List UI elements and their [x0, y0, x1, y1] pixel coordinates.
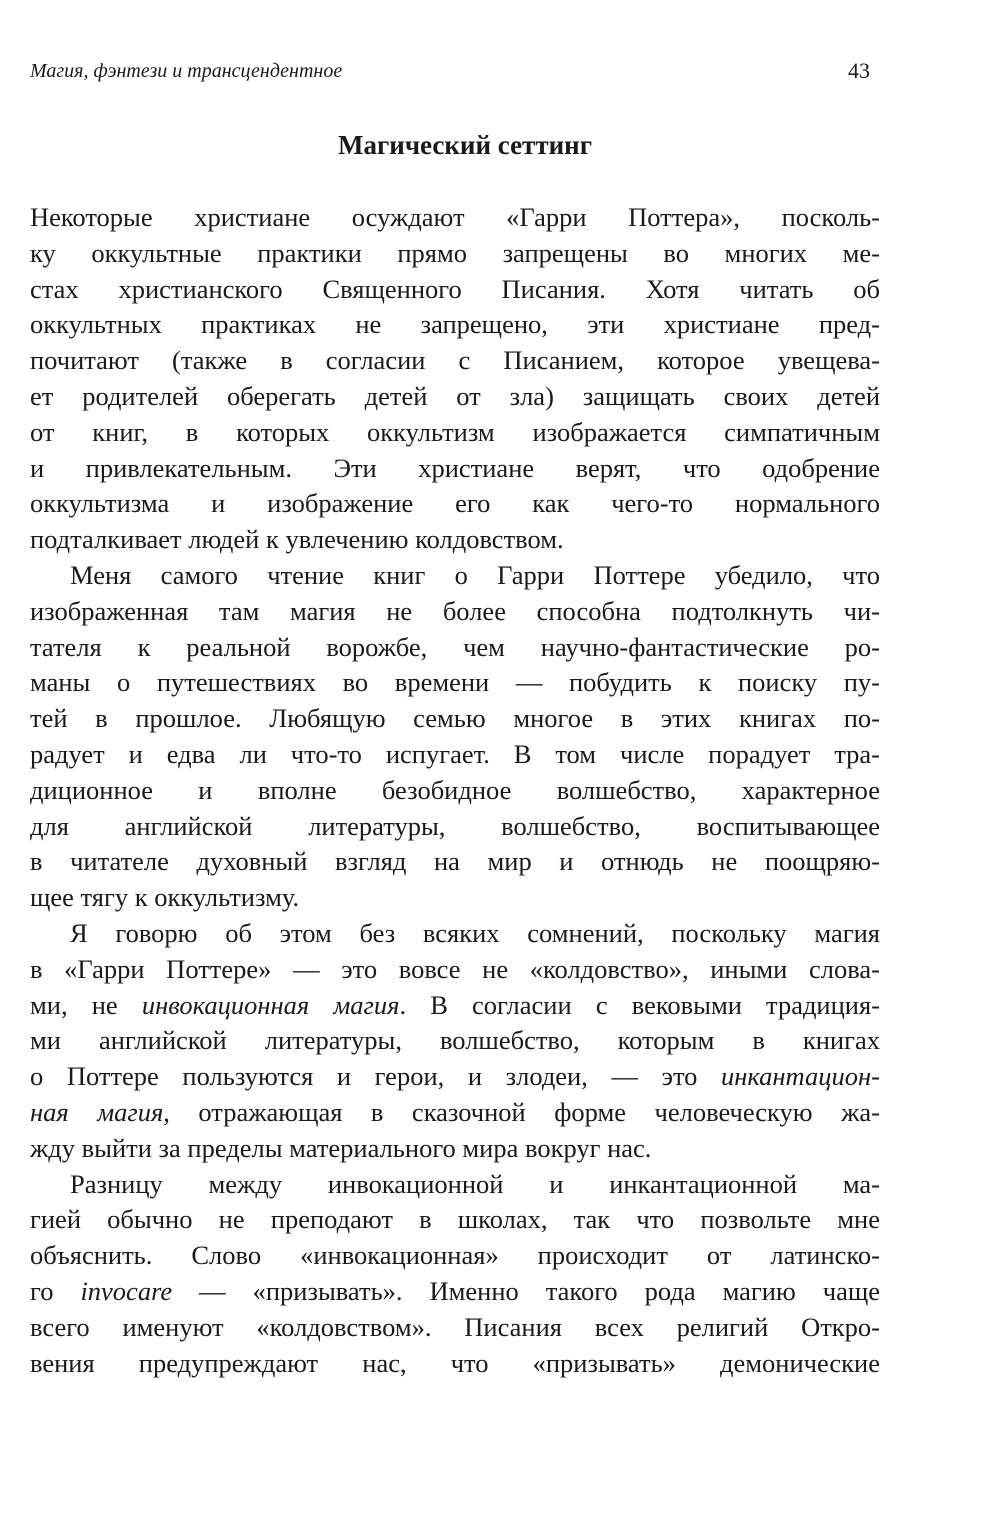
body-text	[30, 200, 880, 1381]
text-line	[30, 630, 880, 666]
text-line	[30, 988, 880, 1024]
text-segment: в «Гарри Поттере» — это вовсе не «колдовство», иными слова-	[30, 953, 880, 984]
text-line	[30, 486, 880, 522]
text-segment: Меня самого чтение книг о Гарри Поттере убедило, что	[70, 559, 880, 590]
italic-term: инвокационная магия	[141, 989, 400, 1020]
paragraph	[30, 916, 880, 1167]
text-line	[30, 1346, 880, 1382]
text-segment: в читателе духовный взгляд на мир и отнюдь не поощряю-	[30, 846, 880, 877]
text-segment: щее тягу к оккультизму.	[30, 882, 300, 913]
text-line	[30, 1167, 880, 1203]
text-line	[30, 343, 880, 379]
text-line	[30, 665, 880, 701]
text-line	[30, 1238, 880, 1274]
text-segment: Некоторые христиане осуждают «Гарри Поттера», посколь-	[30, 202, 880, 232]
paragraph	[30, 1167, 880, 1382]
text-line	[30, 916, 880, 952]
text-line	[30, 701, 880, 737]
text-segment: о Поттере пользуются и герои, и злодеи, — это	[30, 1061, 722, 1092]
text-segment: ми английской литературы, волшебство, которым в книгах	[30, 1025, 880, 1056]
text-line	[30, 880, 880, 916]
text-segment: объяснить. Слово «инвокационная» происходит от латинско-	[30, 1240, 880, 1271]
paragraph	[30, 558, 880, 916]
text-line	[30, 558, 880, 594]
text-segment: вения предупреждают нас, что «призывать» демонические	[30, 1347, 880, 1378]
text-segment: Разницу между инвокационной и инкантационной ма-	[70, 1168, 880, 1199]
text-line	[30, 952, 880, 988]
text-segment: ку оккультные практики прямо запрещены во многих ме-	[30, 237, 880, 268]
text-segment: тателя к реальной ворожбе, чем научно-фантастические ро-	[30, 631, 880, 662]
text-line	[30, 1310, 880, 1346]
text-line	[30, 594, 880, 630]
text-line	[30, 844, 880, 880]
text-segment: жду выйти за пределы материального мира вокруг нас.	[30, 1132, 652, 1163]
text-line	[30, 236, 880, 272]
text-segment: радует и едва ли что-то испугает. В том числе порадует тра-	[30, 738, 880, 769]
text-segment: оккультизма и изображение его как чего-то нормального	[30, 488, 880, 519]
text-line	[30, 737, 880, 773]
text-line	[30, 379, 880, 415]
text-line	[30, 809, 880, 845]
text-line	[30, 773, 880, 809]
text-line	[30, 415, 880, 451]
text-segment: — «призывать». Именно такого рода магию чаще	[172, 1275, 880, 1306]
page-number: 43	[848, 58, 870, 83]
text-line	[30, 200, 880, 236]
text-line	[30, 1274, 880, 1310]
text-segment: Я говорю об этом без всяких сомнений, поскольку магия	[70, 917, 880, 948]
italic-term: invocare	[80, 1275, 173, 1306]
text-segment: от книг, в которых оккультизм изображается симпатичным	[30, 416, 880, 447]
paragraph	[30, 200, 880, 558]
text-line	[30, 1023, 880, 1059]
text-segment: для английской литературы, волшебство, воспитывающее	[30, 810, 880, 841]
text-segment: го	[30, 1275, 81, 1306]
text-line	[30, 1131, 880, 1167]
text-line	[30, 1202, 880, 1238]
text-segment: почитают (также в согласии с Писанием, которое увещева-	[30, 345, 880, 376]
italic-term: ная магия	[30, 1096, 164, 1127]
text-segment: ми, не	[30, 989, 142, 1020]
text-segment: изображенная там магия не более способна подтолкнуть чи-	[30, 595, 880, 626]
text-line	[30, 522, 880, 558]
text-segment: всего именуют «колдовством». Писания всех религий Откро-	[30, 1311, 880, 1342]
text-segment: тей в прошлое. Любящую семью многое в этих книгах по-	[30, 703, 880, 734]
text-segment: маны о путешествиях во времени — побудить к поиску пу-	[30, 667, 880, 698]
text-line	[30, 451, 880, 487]
text-line	[30, 272, 880, 308]
text-segment: , отражающая в сказочной форме человеческую жа-	[163, 1096, 880, 1127]
text-segment: и привлекательным. Эти христиане верят, что одобрение	[30, 452, 880, 483]
italic-term: инкантацион-	[721, 1061, 880, 1092]
running-header: Магия, фэнтези и трансцендентное	[30, 60, 343, 82]
text-line	[30, 1095, 880, 1131]
text-segment: подталкивает людей к увлечению колдовством.	[30, 524, 564, 555]
section-title: Магический сеттинг	[338, 130, 592, 160]
text-line	[30, 1059, 880, 1095]
text-segment: гией обычно не преподают в школах, так что позвольте мне	[30, 1204, 880, 1235]
text-segment: . В согласии с вековыми традиция-	[399, 989, 880, 1020]
text-segment: оккультных практиках не запрещено, эти христиане пред-	[30, 309, 880, 340]
text-segment: диционное и вполне безобидное волшебство, характерное	[30, 774, 880, 805]
text-segment: стах христианского Священного Писания. Хотя читать об	[30, 273, 880, 304]
text-segment: ет родителей оберегать детей от зла) защищать своих детей	[30, 380, 880, 411]
text-line	[30, 307, 880, 343]
